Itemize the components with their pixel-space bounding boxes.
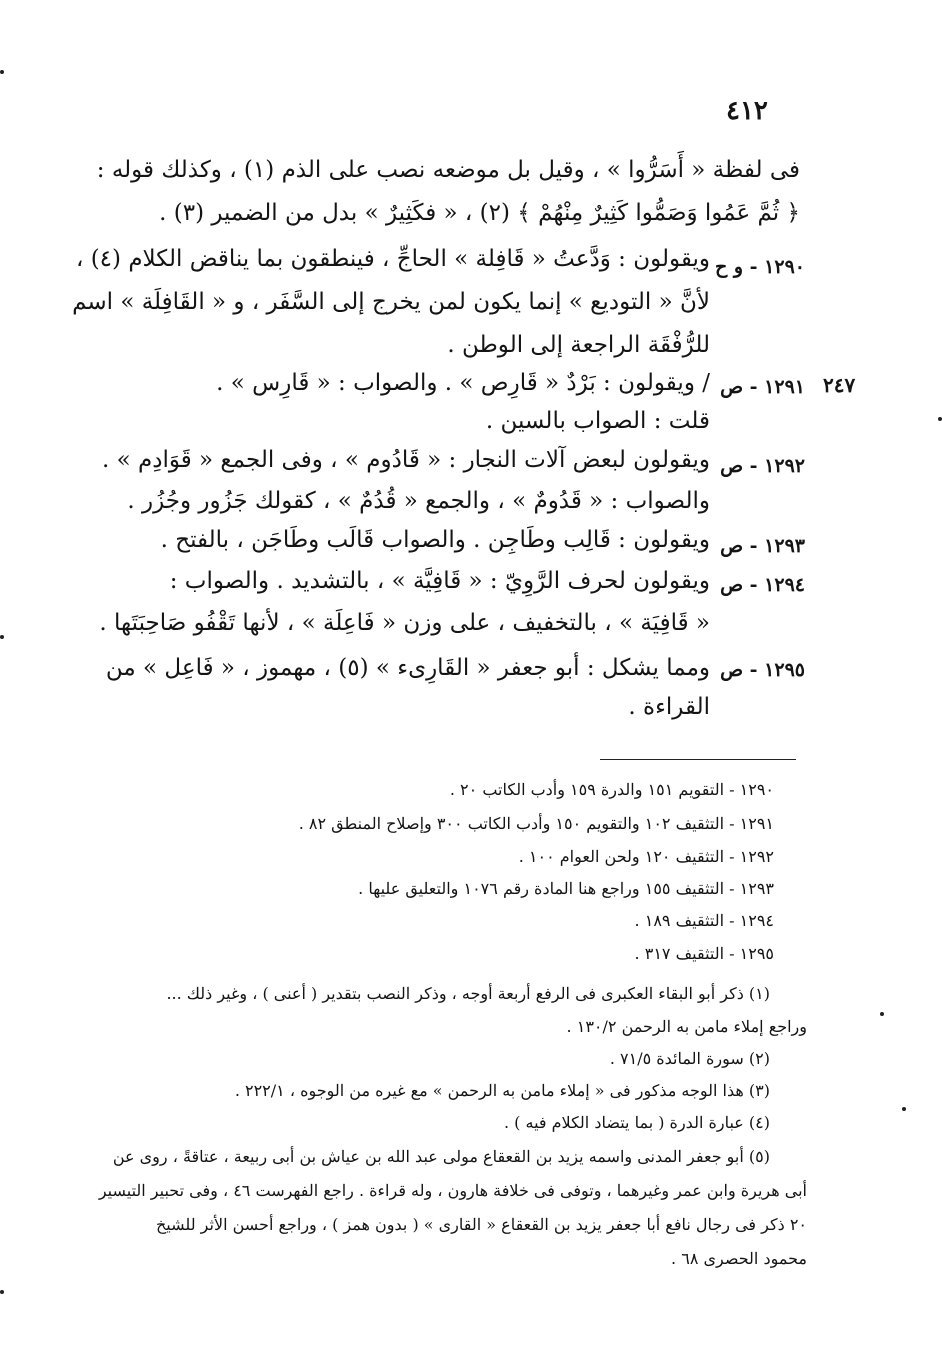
entry-number: ١٢٩١ - ص <box>720 376 805 398</box>
scan-mark <box>938 417 942 421</box>
body-line: ويقولون : وَدَّعتُ « قَافِلة » الحاجِّ ، فينطقون بما يناقض الكلام (٤) ، <box>75 246 710 272</box>
body-line: للرُّفْقَة الراجعة إلى الوطن . <box>447 332 710 358</box>
footnote-separator <box>600 759 796 760</box>
footnote-line: (٤) عبارة الدرة ( بما يتضاد الكلام فيه ) . <box>503 1113 770 1132</box>
body-line: فى لفظة « أَسَرُّوا » ، وقيل بل موضعه نصب على الذم (١) ، وكذلك قوله : <box>96 157 800 183</box>
body-line: ومما يشكل : أبو جعفر « القَارِىء » (٥) ، مهموز ، « فَاعِل » من <box>105 655 710 681</box>
footnote-line: (١) ذكر أبو البقاء العكبرى فى الرفع أربعة أوجه ، وذكر النصب بتقدير ( أعنى ) ، وغير ذلك ... <box>166 984 770 1003</box>
page-number: ٤١٢ <box>726 96 768 126</box>
source-line: ١٢٩٣ - التثقيف ١٥٥ وراجع هنا المادة رقم ١٠٧٦ والتعليق عليها . <box>358 879 774 898</box>
source-line: ١٢٩٢ - التثقيف ١٢٠ ولحن العوام ١٠٠ . <box>518 847 774 866</box>
body-line: ويقولون لبعض آلات النجار : « قَادُوم » ، وفى الجمع « قَوَادِم » . <box>101 447 710 473</box>
entry-number: ١٢٩٤ - ص <box>720 574 805 596</box>
footnote-line: (٣) هذا الوجه مذكور فى « إملاء مامن به الرحمن » مع غيره من الوجوه ، ٢٢٢/١ . <box>234 1081 770 1100</box>
source-line: ١٢٩٤ - التثقيف ١٨٩ . <box>634 911 774 930</box>
scan-mark <box>880 1012 884 1016</box>
footnote-line: (٢) سورة المائدة ٧١/٥ . <box>609 1049 770 1068</box>
entry-number: ١٢٩٣ - ص <box>720 535 805 557</box>
footnote-line: (٥) أبو جعفر المدنى واسمه يزيد بن القعقاع مولى عبد الله بن عياش بن أبى ربيعة ، عتاقةً ، روى عن <box>112 1147 770 1166</box>
body-line: قلت : الصواب بالسين . <box>485 408 710 434</box>
body-line: لأنَّ « التوديع » إنما يكون لمن يخرج إلى السَّفَر ، و « القَافِلَة » اسم <box>72 289 710 315</box>
body-line: والصواب : « قَدُومٌ » ، والجمع « قُدُمٌ » ، كقولك جَزُور وجُزُر . <box>127 488 710 514</box>
scan-mark <box>902 1107 906 1111</box>
body-line: ﴿ ثُمَّ عَمُوا وَصَمُّوا كَثِيرٌ مِنْهُمْ ﴾ (٢) ، « فكَثِيرٌ » بدل من الضمير (٣) . <box>159 200 800 226</box>
source-line: ١٢٩١ - التثقيف ١٠٢ والتقويم ١٥٠ وأدب الكاتب ٣٠٠ وإصلاح المنطق ٨٢ . <box>298 814 774 833</box>
source-line: ١٢٩٠ - التقويم ١٥١ والدرة ١٥٩ وأدب الكاتب ٢٠ . <box>449 780 774 799</box>
body-line: ويقولون : قَالِب وطَاجِن . والصواب قَالَب وطَاجَن ، بالفتح . <box>160 527 710 553</box>
entry-number: ١٢٩٠ - و ح <box>715 256 805 278</box>
scan-mark <box>0 635 4 639</box>
margin-page-reference: ٢٤٧ <box>823 373 856 397</box>
body-line: ويقولون لحرف الرَّوِيّ : « قَافِيَّة » ، بالتشديد . والصواب : <box>169 568 710 594</box>
scan-mark <box>0 70 4 74</box>
entry-number: ١٢٩٥ - ص <box>720 659 805 681</box>
footnote-line: ٢٠ ذكر فى رجال نافع أبا جعفر يزيد بن القعقاع « القارى » ( بدون همز ) ، وراجع أحسن الأثر للشيخ <box>155 1215 807 1234</box>
scan-mark <box>0 1290 4 1294</box>
body-line: القراءة . <box>628 694 710 720</box>
body-line: « قَافِيَة » ، بالتخفيف ، على وزن « فَاعِلَة » ، لأنها تَقْفُو صَاحِبَتَها . <box>99 610 710 636</box>
source-line: ١٢٩٥ - التثقيف ٣١٧ . <box>634 944 774 963</box>
entry-number: ١٢٩٢ - ص <box>720 455 805 477</box>
footnote-line: وراجع إملاء مامن به الرحمن ١٣٠/٢ . <box>566 1017 807 1036</box>
footnote-line: أبى هريرة وابن عمر وغيرهما ، وتوفى فى خلافة هارون ، وله قراءة . راجع الفهرست ٤٦ ، وفى تحبير التيسير <box>98 1181 807 1200</box>
footnote-line: محمود الحصرى ٦٨ . <box>671 1249 807 1268</box>
body-line: / ويقولون : بَرْدٌ « قَارِص » . والصواب : « قَارِس » . <box>216 370 710 396</box>
